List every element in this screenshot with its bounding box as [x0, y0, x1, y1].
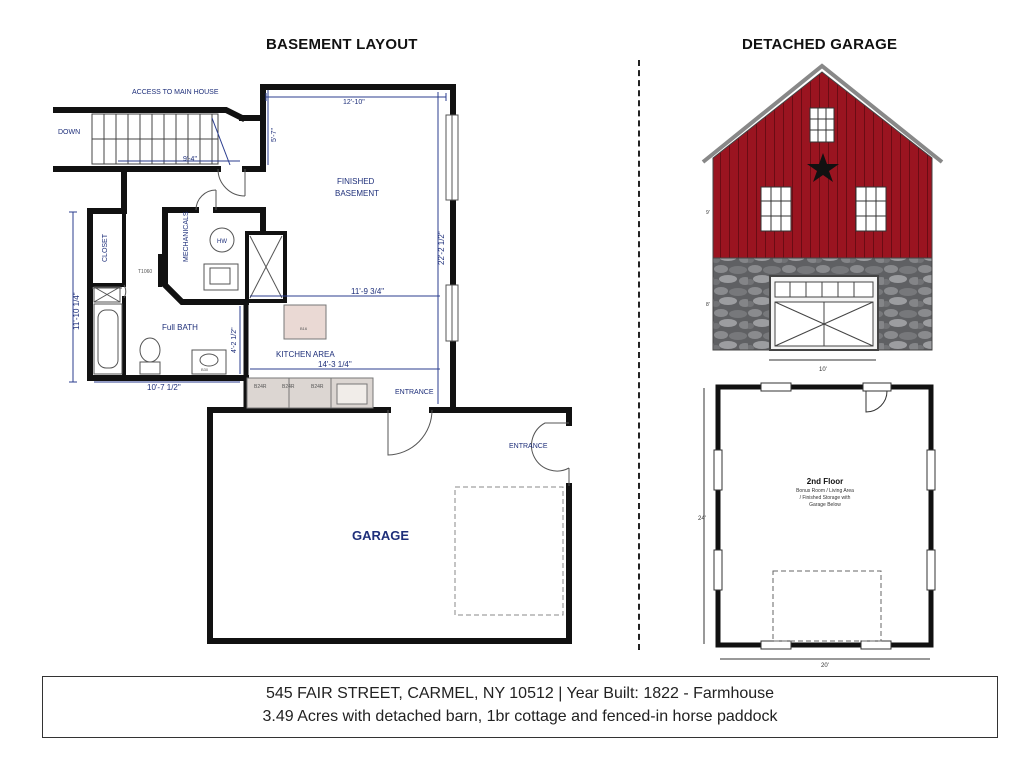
barn-window-left	[761, 187, 791, 231]
island-b16: B16	[300, 326, 308, 331]
stair-treads	[92, 114, 218, 164]
dim-11-9: 11'-9 3/4"	[351, 287, 385, 296]
hw-label: HW	[217, 239, 227, 245]
barn-window-right	[856, 187, 886, 231]
kitchen-area-label: KITCHEN AREA	[276, 350, 335, 359]
barn-dim-8: 8'	[706, 302, 710, 308]
second-floor-line2: / Finished Storage with	[799, 495, 851, 501]
barn-door	[770, 276, 878, 350]
dim-22-2: 22'-2 1/2"	[437, 231, 446, 265]
entrance-garage-label: ENTRANCE	[509, 443, 548, 450]
garage-label: GARAGE	[352, 528, 410, 543]
full-bath-label: Full BATH	[162, 323, 198, 332]
dim-4-2: 4'-2 1/2"	[231, 327, 238, 353]
finished-label: FINISHED	[337, 177, 375, 186]
second-floor-title: 2nd Floor	[806, 477, 844, 486]
mechanicals-label: MECHANICALS	[183, 211, 190, 262]
cabinet-b24r-1: B24R	[254, 384, 267, 390]
barn-elevation	[703, 66, 942, 360]
garage-dim-24: 24'	[698, 516, 706, 522]
vanity-b30: B30	[201, 367, 209, 372]
property-details-line: 3.49 Acres with detached barn, 1br cottage and fenced-in horse paddock	[262, 708, 778, 725]
barn-window-top	[810, 108, 834, 142]
dim-11-10: 11'-10 1/4"	[72, 292, 81, 330]
property-info-box	[42, 676, 998, 738]
second-floor-line3: Garage Below	[809, 502, 841, 508]
garage-dim-20: 20'	[821, 663, 829, 669]
down-label: DOWN	[58, 129, 81, 136]
detached-garage-title: DETACHED GARAGE	[742, 36, 898, 53]
garage-plan-windows	[714, 383, 935, 649]
property-address-line: 545 FAIR STREET, CARMEL, NY 10512 | Year Built: 1822 - Farmhouse	[265, 685, 775, 702]
access-label: ACCESS TO MAIN HOUSE	[132, 89, 219, 96]
dim-5-7: 5'-7"	[271, 128, 278, 142]
garage-door-outline	[455, 487, 563, 615]
barn-dim-10: 10'	[819, 367, 827, 373]
second-floor-line1: Bonus Room / Living Area	[796, 488, 854, 494]
basement-walls	[56, 87, 569, 641]
cabinet-b24r-2: B24R	[282, 384, 295, 390]
closet-label: CLOSET	[102, 233, 109, 262]
basement-layout-title: BASEMENT LAYOUT	[266, 36, 418, 53]
cabinet-b24r-3: B24R	[311, 384, 324, 390]
garage-plan	[704, 383, 935, 659]
entrance-main-label: ENTRANCE	[395, 389, 434, 396]
dim-10-7: 10'-7 1/2"	[147, 383, 181, 392]
t1060-label: T1060	[138, 269, 153, 275]
barn-dim-9: 9'	[706, 210, 710, 216]
dim-14-3: 14'-3 1/4"	[318, 360, 352, 369]
basement-label: BASEMENT	[335, 189, 380, 198]
dim-9-4: 9'-4"	[183, 156, 197, 163]
dim-12-10: 12'-10"	[343, 99, 365, 106]
